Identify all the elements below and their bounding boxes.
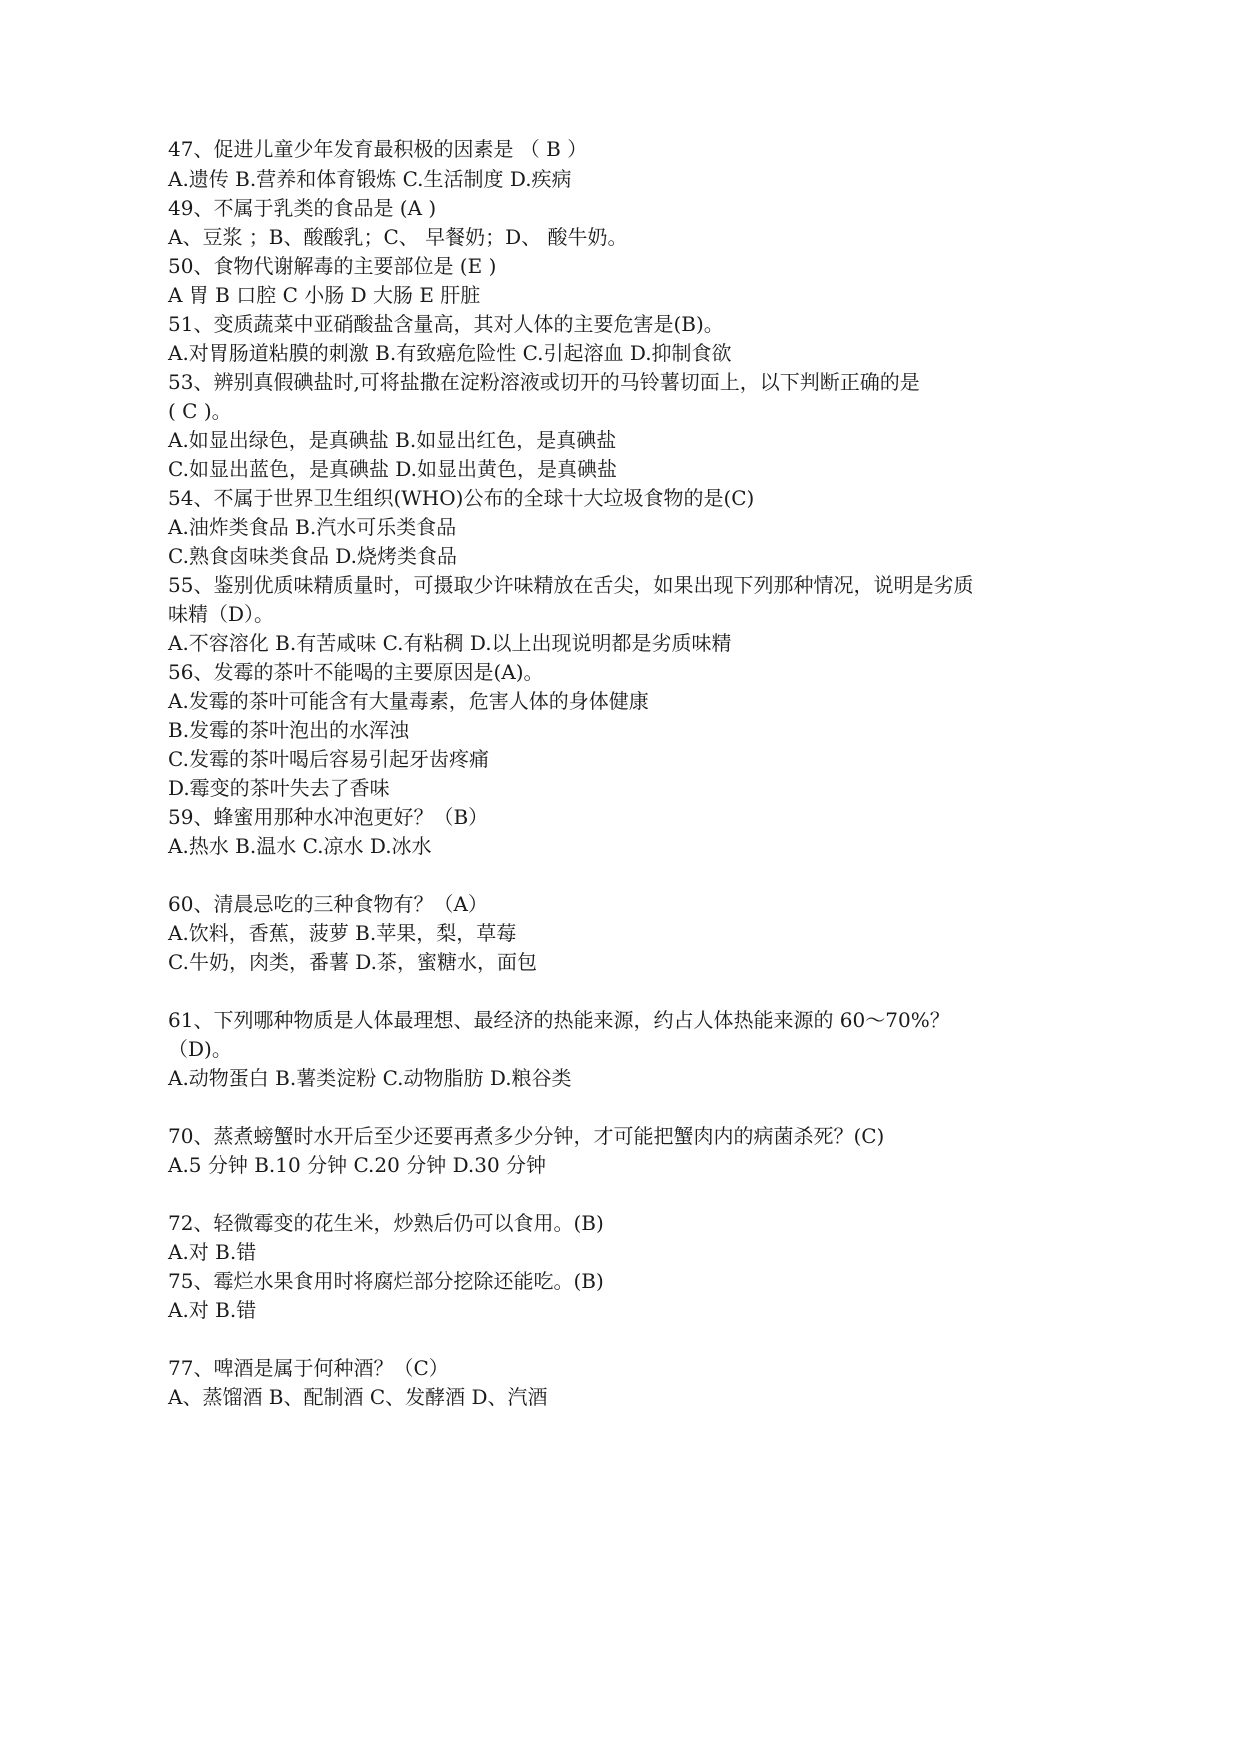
question-text: 55、鉴别优质味精质量时，可摄取少许味精放在舌尖，如果出现下列那种情况，说明是劣质 — [168, 573, 974, 597]
answer-options: A、蒸馏酒 B、配制酒 C、发酵酒 D、汽酒 — [168, 1385, 548, 1409]
answer-options: A.不容溶化 B.有苦咸味 C.有粘稠 D.以上出现说明都是劣质味精 — [168, 631, 732, 655]
answer-options: A.热水 B.温水 C.凉水 D.冰水 — [168, 834, 432, 858]
answer-options: A.对 B.错 — [168, 1240, 257, 1264]
answer-option: C.发霉的茶叶喝后容易引起牙齿疼痛 — [168, 747, 489, 771]
question-text: 56、发霉的茶叶不能喝的主要原因是(A)。 — [168, 660, 544, 684]
answer-option: D.霉变的茶叶失去了香味 — [168, 776, 390, 800]
answer-options: C.牛奶，肉类，番薯 D.茶，蜜糖水，面包 — [168, 950, 537, 974]
question-text: 61、下列哪种物质是人体最理想、最经济的热能来源，约占人体热能来源的 60～70%？ — [168, 1008, 950, 1032]
question-text: 51、变质蔬菜中亚硝酸盐含量高，其对人体的主要危害是(B)。 — [168, 312, 724, 336]
question-text: 75、霉烂水果食用时将腐烂部分挖除还能吃。(B) — [168, 1269, 604, 1293]
question-text-continued: （D)。 — [168, 1037, 232, 1061]
answer-options: C.如显出蓝色，是真碘盐 D.如显出黄色，是真碘盐 — [168, 457, 617, 481]
answer-options: A.5 分钟 B.10 分钟 C.20 分钟 D.30 分钟 — [168, 1153, 547, 1177]
answer-options: A.对 B.错 — [168, 1298, 257, 1322]
answer-options: A.饮料，香蕉，菠萝 B.苹果，梨，草莓 — [168, 921, 517, 945]
question-text: 54、不属于世界卫生组织(WHO)公布的全球十大垃圾食物的是(C) — [168, 486, 755, 510]
answer-options: A.油炸类食品 B.汽水可乐类食品 — [168, 515, 457, 539]
answer-options: A.如显出绿色，是真碘盐 B.如显出红色，是真碘盐 — [168, 428, 617, 452]
answer-options: A.动物蛋白 B.薯类淀粉 C.动物脂肪 D.粮谷类 — [168, 1066, 572, 1090]
question-text-continued: 味精（D）。 — [168, 602, 275, 626]
question-text: 59、蜂蜜用那种水冲泡更好？（B） — [168, 805, 489, 829]
answer-options: A、豆浆 ；B、酸酸乳；C、 早餐奶；D、 酸牛奶。 — [168, 225, 628, 249]
answer-options: A.对胃肠道粘膜的刺激 B.有致癌危险性 C.引起溶血 D.抑制食欲 — [168, 341, 732, 365]
question-text: 72、轻微霉变的花生米，炒熟后仍可以食用。(B) — [168, 1211, 604, 1235]
question-text: 50、食物代谢解毒的主要部位是 (E ) — [168, 254, 497, 278]
answer-option: A.发霉的茶叶可能含有大量毒素，危害人体的身体健康 — [168, 689, 649, 713]
answer-options: C.熟食卤味类食品 D.烧烤类食品 — [168, 544, 457, 568]
question-text: 70、蒸煮螃蟹时水开后至少还要再煮多少分钟，才可能把蟹肉内的病菌杀死？(C) — [168, 1124, 885, 1148]
question-text: 53、辨别真假碘盐时,可将盐撒在淀粉溶液或切开的马铃薯切面上，以下判断正确的是 — [168, 370, 920, 394]
answer-options: A.遗传 B.营养和体育锻炼 C.生活制度 D.疾病 — [168, 167, 572, 191]
answer-option: B.发霉的茶叶泡出的水浑浊 — [168, 718, 410, 742]
question-text: 77、啤酒是属于何种酒？（C） — [168, 1356, 449, 1380]
answer-options: A 胃 B 口腔 C 小肠 D 大肠 E 肝脏 — [168, 283, 481, 307]
question-text: 60、清晨忌吃的三种食物有？（A） — [168, 892, 488, 916]
question-text: 47、促进儿童少年发育最积极的因素是 （ B ） — [168, 137, 588, 161]
question-text-continued: ( C )。 — [168, 399, 232, 423]
question-text: 49、不属于乳类的食品是 (A ) — [168, 196, 437, 220]
